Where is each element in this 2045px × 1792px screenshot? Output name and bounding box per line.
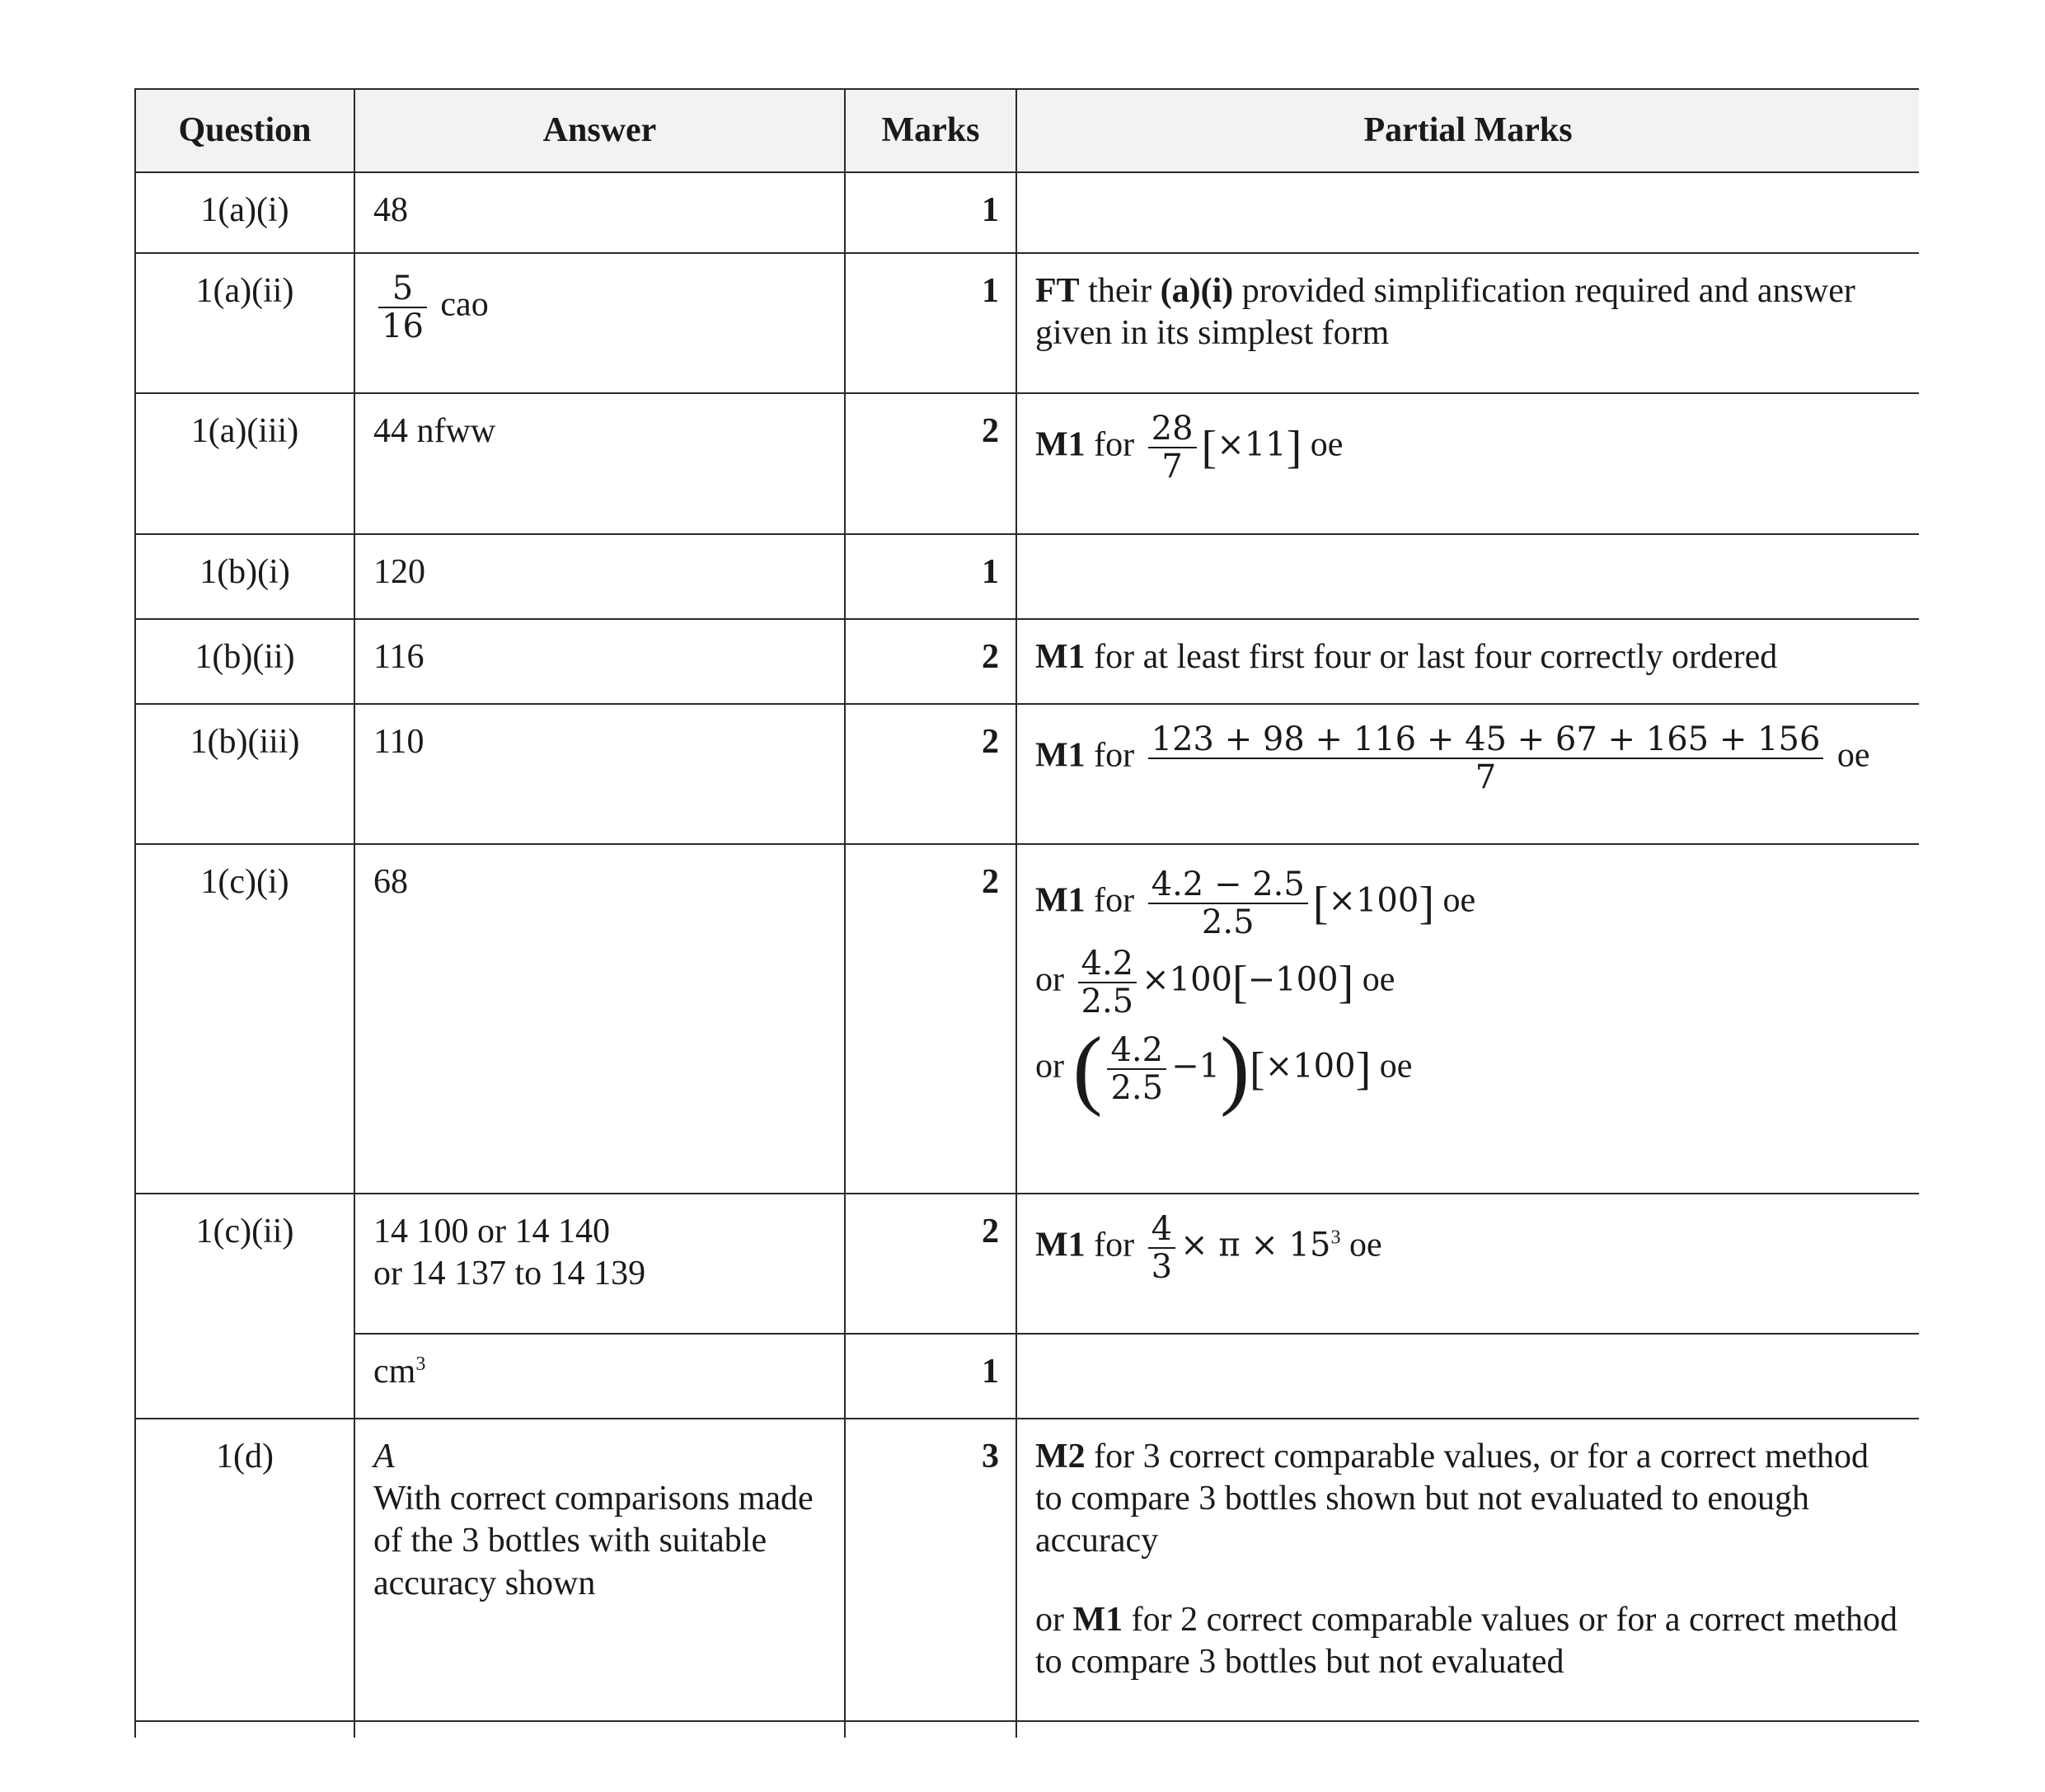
table-row <box>135 534 1919 619</box>
oe-note: oe <box>1348 1226 1382 1264</box>
method-mark-label: M1 <box>1035 638 1086 676</box>
partial-fraction <box>1148 410 1197 485</box>
answer-fraction <box>378 270 427 345</box>
method-mark-label: M2 <box>1035 1438 1086 1475</box>
bracket-expression: ×100 <box>1264 1047 1356 1086</box>
answer-line: 14 100 or 14 140 <box>373 1213 610 1250</box>
bracket-expression: ×11 <box>1217 425 1287 464</box>
math-expression: ×100 <box>1142 960 1232 999</box>
exponent: 3 <box>1330 1227 1341 1249</box>
question-cell: 1(a)(ii) <box>135 253 354 393</box>
fraction-denominator: 3 <box>1148 1247 1175 1285</box>
header-row <box>135 89 1919 172</box>
empty-cell <box>1016 1721 1919 1738</box>
partial-fraction <box>1107 1032 1166 1106</box>
answer-cell <box>354 1334 845 1419</box>
math-expression: × π × 15 <box>1180 1226 1331 1264</box>
partial-fraction <box>1078 945 1137 1020</box>
oe-note: oe <box>1836 736 1870 775</box>
question-cell: 1(b)(ii) <box>135 619 354 704</box>
fraction-numerator: 4 <box>1151 1210 1173 1248</box>
oe-note: oe <box>1310 425 1344 464</box>
or-text: or <box>1035 1047 1064 1086</box>
fraction-denominator: 7 <box>1148 447 1197 485</box>
answer-cell <box>354 253 845 393</box>
partial-text: for at least first four or last four correctly ordered <box>1094 638 1778 676</box>
oe-note: oe <box>1362 960 1395 999</box>
answer-cell: 120 <box>354 534 845 619</box>
answer-cell: 68 <box>354 844 845 1194</box>
header-marks: Marks <box>845 89 1016 172</box>
method-mark-label: M1 <box>1072 1600 1123 1639</box>
partial-fraction <box>1148 721 1824 795</box>
question-cell: 1(d) <box>135 1419 354 1721</box>
answer-cell: 48 <box>354 172 845 253</box>
mark-scheme-table <box>134 88 1919 1738</box>
marks-cell: 2 <box>845 619 1016 704</box>
partial-text: for 3 correct comparable values, or for a correct method to compare 3 bottles shown but not evaluated to enough accuracy <box>1035 1438 1869 1560</box>
answer-suffix: cao <box>440 285 489 324</box>
table-row <box>135 704 1919 844</box>
question-cell: 1(b)(iii) <box>135 704 354 844</box>
partial-text: for <box>1094 1226 1135 1264</box>
empty-cell <box>845 1721 1016 1738</box>
fraction-numerator: 4.2 <box>1081 945 1134 983</box>
partial-marks-cell <box>1016 1334 1919 1419</box>
question-cell: 1(b)(i) <box>135 534 354 619</box>
partial-marks-cell <box>1016 1419 1919 1721</box>
answer-cell <box>354 1419 845 1721</box>
exponent: 3 <box>415 1353 426 1375</box>
oe-note: oe <box>1442 881 1476 920</box>
partial-marks-cell <box>1016 704 1919 844</box>
partial-text: their <box>1088 272 1152 310</box>
marks-cell: 1 <box>845 534 1016 619</box>
method-mark-label: M1 <box>1035 1226 1086 1264</box>
marks-cell: 2 <box>845 844 1016 1194</box>
marks-cell: 1 <box>845 1334 1016 1419</box>
partial-fraction <box>1148 866 1308 941</box>
header-answer: Answer <box>354 89 845 172</box>
partial-marks-cell <box>1016 619 1919 704</box>
marks-cell: 2 <box>845 1194 1016 1334</box>
answer-line: or 14 137 to 14 139 <box>373 1255 646 1293</box>
marks-cell: 1 <box>845 253 1016 393</box>
answer-cell <box>354 1194 845 1334</box>
question-cell: 1(a)(i) <box>135 172 354 253</box>
table-row <box>135 172 1919 253</box>
marks-cell: 1 <box>845 172 1016 253</box>
fraction-denominator: 2.5 <box>1107 1068 1166 1106</box>
partial-text: for 2 correct comparable values or for a correct method to compare 3 bottles but not evaluated <box>1035 1600 1898 1681</box>
fraction-numerator: 123 + 98 + 116 + 45 + 67 + 165 + 156 <box>1151 720 1821 758</box>
or-text: or <box>1035 960 1064 999</box>
method-mark-label: M1 <box>1035 425 1086 464</box>
question-cell: 1(a)(iii) <box>135 393 354 534</box>
partial-marks-cell <box>1016 844 1919 1194</box>
marks-cell: 2 <box>845 393 1016 534</box>
bracket-expression: ×100 <box>1328 881 1419 920</box>
partial-label: FT <box>1035 272 1080 310</box>
partial-fraction <box>1148 1211 1175 1285</box>
partial-marks-cell <box>1016 1194 1919 1334</box>
fraction-denominator: 2.5 <box>1148 903 1308 941</box>
oe-note: oe <box>1379 1047 1413 1086</box>
empty-cell <box>135 1721 354 1738</box>
partial-marks-cell: M1 for $\frac{28}{7}$ [×11] oe <box>1016 393 1919 534</box>
partial-marks-cell <box>1016 172 1919 253</box>
or-text: or <box>1035 1600 1064 1639</box>
fraction-numerator: 4.2 − 2.5 <box>1151 866 1305 903</box>
fraction-numerator: 4.2 <box>1110 1031 1164 1069</box>
method-line <box>1035 1436 1901 1563</box>
table-row <box>135 1194 1919 1334</box>
method-mark-label: M1 <box>1035 881 1086 920</box>
method-line <box>1035 1599 1901 1683</box>
question-cell: 1(c)(i) <box>135 844 354 1194</box>
table-row <box>135 844 1919 1194</box>
table-row-continuation <box>135 1721 1919 1738</box>
partial-reference: (a)(i) <box>1160 272 1234 310</box>
partial-marks-cell <box>1016 534 1919 619</box>
table-row <box>135 1419 1919 1721</box>
fraction-numerator: 5 <box>392 270 414 307</box>
partial-text: for <box>1094 425 1135 464</box>
header-partial-marks: Partial Marks <box>1016 89 1919 172</box>
method-line: or $\frac{4.2}{2.5}$ ×100[−100] oe <box>1035 945 1395 1020</box>
question-cell: 1(c)(ii) <box>135 1194 354 1419</box>
unit-text: cm <box>373 1353 416 1391</box>
method-mark-label: M1 <box>1035 736 1086 775</box>
table-row <box>135 253 1919 393</box>
answer-cell: 110 <box>354 704 845 844</box>
fraction-denominator: 7 <box>1148 758 1824 795</box>
answer-cell: 44 nfww <box>354 393 845 534</box>
answer-cell: 116 <box>354 619 845 704</box>
fraction-denominator: 2.5 <box>1078 982 1137 1020</box>
math-expression: −1 <box>1171 1047 1221 1086</box>
fraction-numerator: 28 <box>1151 410 1194 448</box>
empty-cell <box>354 1721 845 1738</box>
marks-cell: 3 <box>845 1419 1016 1721</box>
table-row <box>135 619 1919 704</box>
marks-cell: 2 <box>845 704 1016 844</box>
partial-marks-cell <box>1016 253 1919 393</box>
bracket-expression: −100 <box>1247 960 1339 999</box>
partial-text: for <box>1094 736 1135 775</box>
partial-text: provided simplification required and answer given in its simplest form <box>1035 272 1855 353</box>
fraction-denominator: 16 <box>378 307 427 345</box>
header-question: Question <box>135 89 354 172</box>
table-row <box>135 1334 1919 1419</box>
mark-scheme-frame <box>134 88 1919 1738</box>
partial-text: for <box>1094 881 1135 920</box>
table-row <box>135 393 1919 534</box>
method-line: M1 for $\frac{4.2 - 2.5}{2.5}$ [×100] oe <box>1035 866 1476 941</box>
answer-text: With correct comparisons made of the 3 bottles with suitable accuracy shown <box>373 1480 814 1602</box>
answer-variable: A <box>373 1438 395 1475</box>
method-line: or ( $\frac{4.2}{2.5}$ −1)[×100] oe <box>1035 1020 1413 1118</box>
